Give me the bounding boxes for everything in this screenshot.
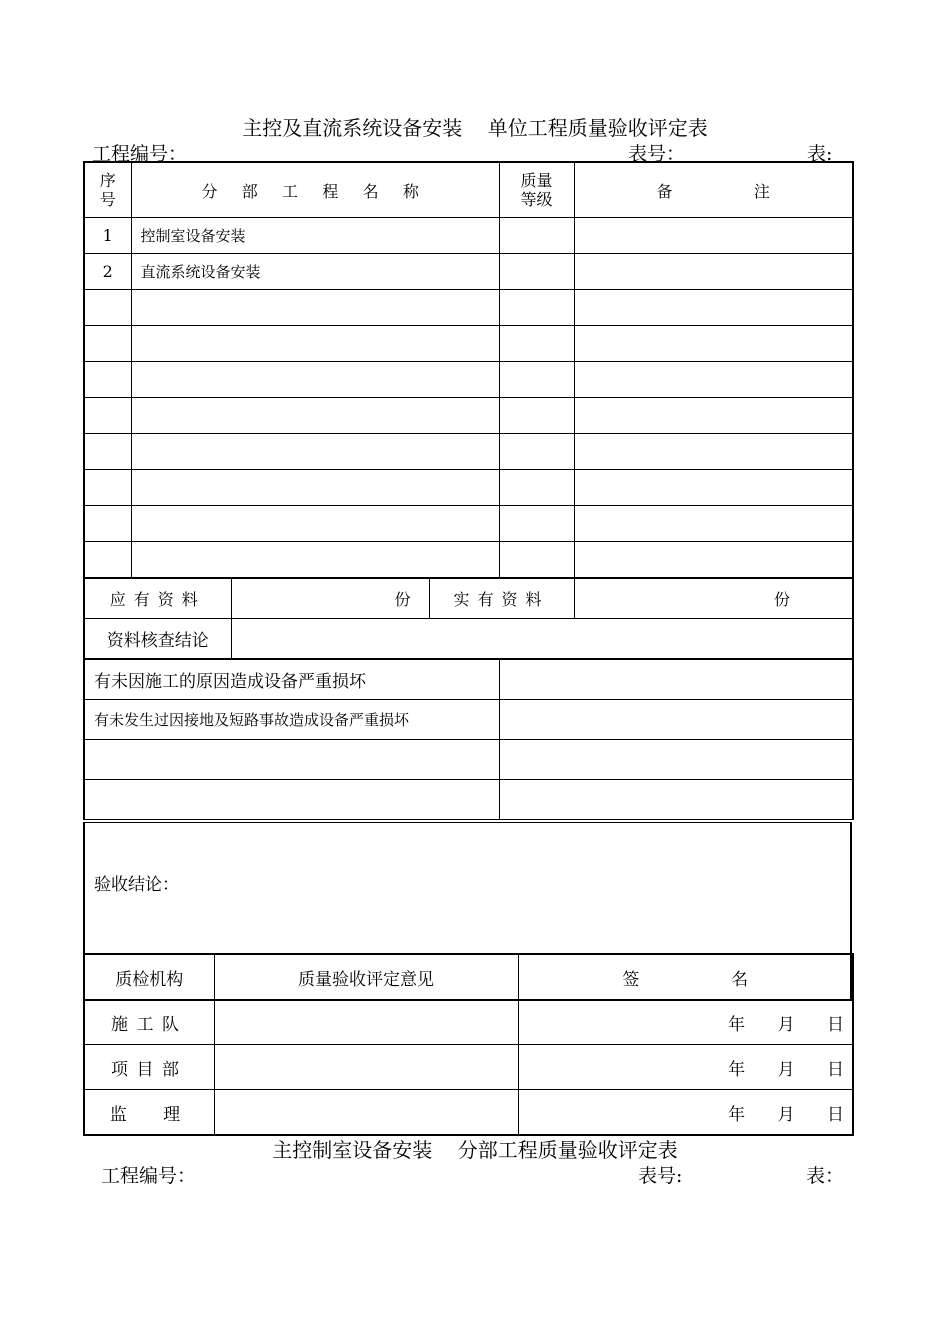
damage-row-2 — [84, 700, 853, 740]
subproject-table — [83, 161, 854, 579]
row-grade[interactable] — [499, 506, 574, 542]
row-grade[interactable] — [499, 326, 574, 362]
sign-org: 监 理 — [84, 1090, 214, 1136]
table-row — [84, 362, 853, 398]
damage-table — [83, 659, 854, 820]
sign-header-org: 质检机构 — [84, 954, 214, 1000]
row-grade[interactable] — [499, 254, 574, 290]
docs-row — [84, 579, 853, 619]
header-name: 分 部 工 程 名 称 — [131, 162, 499, 218]
form2-project-no-label: 工程编号： — [101, 1165, 197, 1187]
row-remark[interactable] — [574, 254, 853, 290]
row-grade[interactable] — [499, 434, 574, 470]
header-grade: 质量等级 — [499, 162, 574, 218]
row-remark[interactable] — [574, 398, 853, 434]
table-row — [84, 398, 853, 434]
form2-table-label: 表： — [806, 1165, 845, 1187]
table-row — [84, 326, 853, 362]
table-row — [84, 506, 853, 542]
form2-table-no-label: 表号: — [638, 1165, 683, 1187]
row-name[interactable] — [131, 362, 499, 398]
row-seq[interactable] — [84, 434, 131, 470]
row-name[interactable] — [131, 326, 499, 362]
row-seq[interactable] — [84, 326, 131, 362]
signature-row — [84, 1045, 853, 1090]
signature-header-row — [84, 954, 853, 1000]
signature-row — [84, 1000, 853, 1045]
row-remark[interactable] — [574, 290, 853, 326]
row-remark[interactable] — [574, 218, 853, 254]
row-grade[interactable] — [499, 398, 574, 434]
row-name[interactable] — [131, 290, 499, 326]
sign-opinion[interactable] — [214, 1090, 518, 1136]
table-header-row — [84, 162, 853, 218]
row-remark[interactable] — [574, 434, 853, 470]
table-row — [84, 254, 853, 290]
row-grade[interactable] — [499, 218, 574, 254]
sign-date[interactable]: 年 月 日 — [518, 1045, 853, 1090]
sign-date[interactable]: 年 月 日 — [518, 1000, 853, 1045]
table-row — [84, 290, 853, 326]
docs-actual-unit[interactable]: 份 — [574, 579, 853, 619]
sign-opinion[interactable] — [214, 1000, 518, 1045]
row-seq[interactable] — [84, 542, 131, 579]
row-name[interactable] — [131, 470, 499, 506]
header-seq: 序号 — [84, 162, 131, 218]
row-remark[interactable] — [574, 470, 853, 506]
sign-header-opinion: 质量验收评定意见 — [214, 954, 518, 1000]
damage-question-4[interactable] — [84, 780, 499, 820]
signature-row — [84, 1090, 853, 1136]
row-seq[interactable] — [84, 362, 131, 398]
sign-header-signature: 签 名 — [518, 954, 853, 1000]
damage-row-4 — [84, 780, 853, 820]
row-grade[interactable] — [499, 290, 574, 326]
table-row — [84, 470, 853, 506]
docs-check-value[interactable] — [231, 619, 853, 659]
damage-row-3 — [84, 740, 853, 780]
table-label: 表: — [807, 143, 833, 165]
docs-expected-label: 应有资料 — [84, 579, 231, 619]
row-remark[interactable] — [574, 506, 853, 542]
table-row — [84, 434, 853, 470]
signature-table — [83, 953, 854, 1136]
row-grade[interactable] — [499, 542, 574, 579]
conclusion-label: 验收结论： — [94, 875, 179, 895]
sign-opinion[interactable] — [214, 1045, 518, 1090]
table-no-label: 表号： — [628, 143, 686, 165]
form1-title: 主控及直流系统设备安装 单位工程质量验收评定表 — [242, 116, 708, 140]
row-seq[interactable]: 2 — [84, 254, 131, 290]
damage-question-3[interactable] — [84, 740, 499, 780]
row-name[interactable] — [131, 542, 499, 579]
row-name[interactable]: 直流系统设备安装 — [131, 254, 499, 290]
table-row — [84, 218, 853, 254]
row-seq[interactable] — [84, 506, 131, 542]
sign-date[interactable]: 年 月 日 — [518, 1090, 853, 1136]
damage-question-2: 有未发生过因接地及短路事故造成设备严重损坏 — [84, 700, 499, 740]
header-remark: 备 注 — [574, 162, 853, 218]
form2-title: 主控制室设备安装 分部工程质量验收评定表 — [272, 1138, 678, 1162]
row-name[interactable] — [131, 506, 499, 542]
row-seq[interactable] — [84, 470, 131, 506]
docs-expected-unit[interactable]: 份 — [231, 579, 429, 619]
row-grade[interactable] — [499, 470, 574, 506]
row-remark[interactable] — [574, 326, 853, 362]
row-seq[interactable] — [84, 398, 131, 434]
row-seq[interactable]: 1 — [84, 218, 131, 254]
docs-table — [83, 578, 854, 659]
row-name[interactable] — [131, 434, 499, 470]
project-no-label: 工程编号： — [92, 143, 188, 165]
damage-answer-4[interactable] — [499, 780, 853, 820]
row-seq[interactable] — [84, 290, 131, 326]
damage-question-1: 有未因施工的原因造成设备严重损坏 — [84, 660, 499, 700]
damage-answer-3[interactable] — [499, 740, 853, 780]
docs-actual-label: 实有资料 — [429, 579, 574, 619]
damage-answer-1[interactable] — [499, 660, 853, 700]
table-row — [84, 542, 853, 579]
row-remark[interactable] — [574, 362, 853, 398]
damage-row-1 — [84, 660, 853, 700]
sign-org: 施工队 — [84, 1000, 214, 1045]
row-name[interactable] — [131, 398, 499, 434]
docs-check-row — [84, 619, 853, 659]
row-grade[interactable] — [499, 362, 574, 398]
row-remark[interactable] — [574, 542, 853, 579]
row-name[interactable]: 控制室设备安装 — [131, 218, 499, 254]
docs-check-label: 资料核查结论 — [84, 619, 231, 659]
sign-org: 项目部 — [84, 1045, 214, 1090]
damage-answer-2[interactable] — [499, 700, 853, 740]
